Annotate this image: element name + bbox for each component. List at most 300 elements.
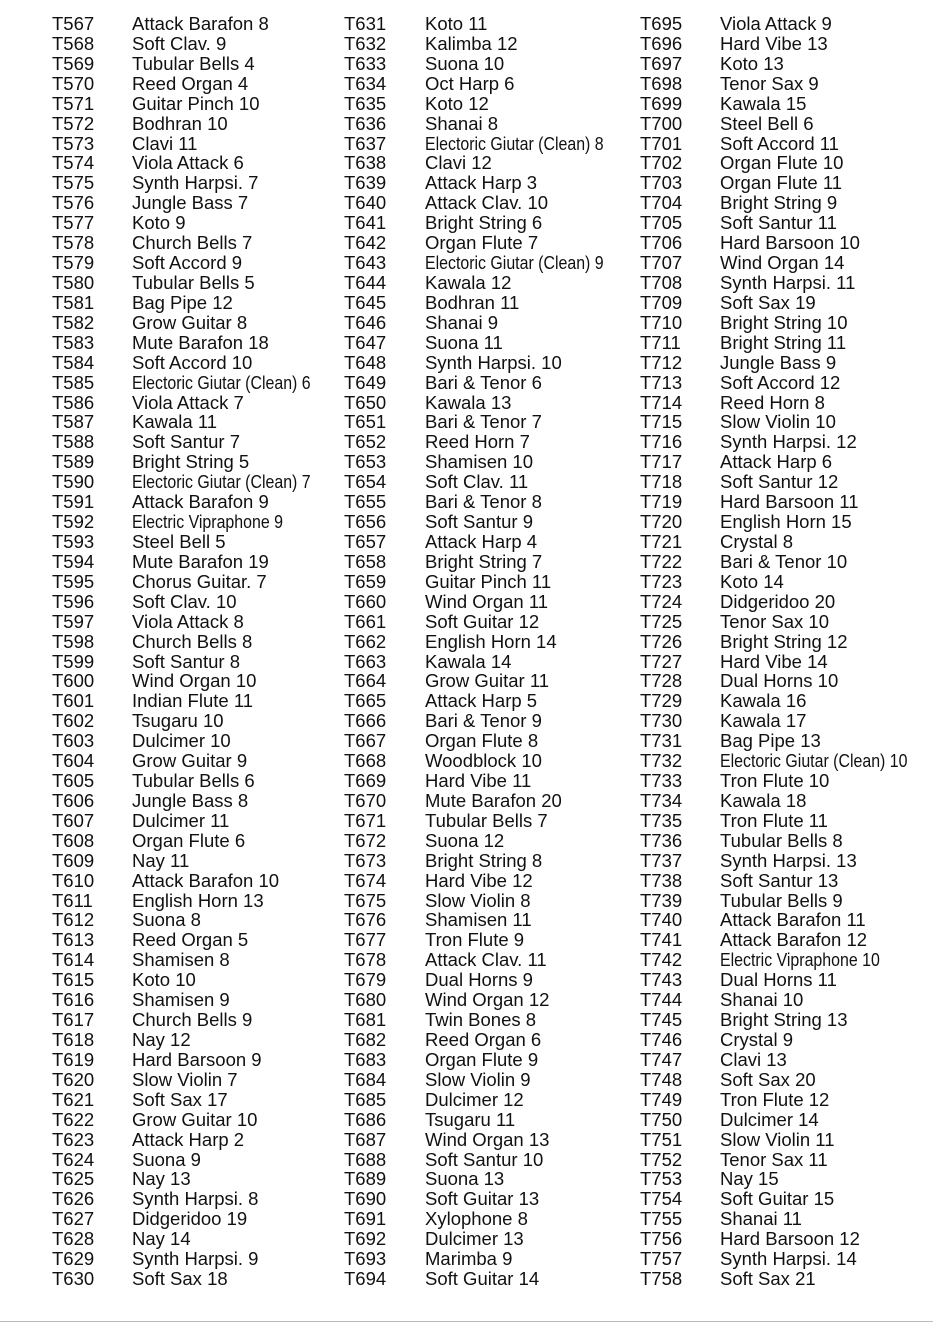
tone-number: T758 [640,1268,683,1290]
tone-name: Mute Barafon 20 [425,789,562,811]
tone-number: T757 [640,1248,683,1270]
tone-number: T709 [640,291,683,313]
tone-name: Koto 12 [425,92,489,114]
tone-number: T598 [52,630,95,652]
tone-name: Chorus Guitar. 7 [132,570,267,592]
tone-number: T712 [640,351,683,373]
tone-number: T716 [640,431,683,453]
tone-number: T634 [344,72,387,94]
tone-number: T666 [344,710,387,732]
tone-number: T695 [640,13,683,34]
tone-name: Attack Clav. 11 [425,949,547,971]
tone-number: T594 [52,550,95,572]
tone-name: Bari & Tenor 10 [720,550,848,572]
tone-number: T600 [52,670,95,692]
tone-number: T581 [52,291,95,313]
tone-number: T699 [640,92,683,114]
tone-number: T735 [640,809,683,831]
tone-name: Suona 11 [425,331,503,353]
tone-number: T704 [640,192,683,214]
tone-number: T732 [640,750,683,772]
tone-name: Bright String 13 [720,1009,848,1031]
tone-name: Didgeridoo 19 [132,1208,248,1230]
tone-name-text: Electoric Giutar (Clean) 6 [132,371,311,393]
tone-name: Tenor Sax 9 [720,72,819,94]
tone-name: Kalimba 12 [425,32,518,54]
tone-name: Organ Flute 8 [425,730,539,752]
tone-number: T652 [344,431,387,453]
tone-name: Steel Bell 5 [132,530,226,552]
tone-name-text: Electoric Giutar (Clean) 10 [720,750,908,772]
tone-number: T708 [640,271,683,293]
tone-name: Reed Organ 4 [132,72,249,94]
tone-name: Soft Santur 10 [425,1148,544,1170]
tone-number: T620 [52,1068,95,1090]
tone-number: T617 [52,1009,95,1031]
tone-number: T643 [344,252,387,274]
tone-number: T583 [52,331,95,353]
tone-name: Mute Barafon 18 [132,331,269,353]
tone-name: Tsugaru 10 [132,710,224,732]
tone-number: T605 [52,770,95,792]
tone-name: Indian Flute 11 [132,690,254,712]
tone-name: Bari & Tenor 7 [425,411,542,433]
tone-number: T655 [344,491,387,513]
tone-number: T580 [52,271,95,293]
tone-name: Koto 10 [132,969,196,991]
tone-number: T637 [344,132,387,154]
tone-number: T747 [640,1048,683,1070]
tone-number: T575 [52,172,95,194]
tone-name: Organ Flute 10 [720,152,844,174]
tone-number: T689 [344,1168,387,1190]
tone-number: T582 [52,311,95,333]
tone-number: T656 [344,511,387,533]
tone-name: Slow Violin 8 [425,889,531,911]
tone-number: T677 [344,929,387,951]
tone-name: Kawala 12 [425,271,512,293]
tone-name: Shamisen 10 [425,451,533,473]
tone-name: Organ Flute 7 [425,232,539,254]
tone-name: Synth Harpsi. 14 [720,1248,857,1270]
tone-number: T715 [640,411,683,433]
tone-number: T742 [640,949,683,971]
tone-number: T567 [52,13,95,34]
tone-name: Soft Clav. 10 [132,590,237,612]
tone-number: T698 [640,72,683,94]
tone-name: Bright String 6 [425,212,543,234]
tone-name: Bright String 10 [720,311,848,333]
tone-name: Synth Harpsi. 7 [132,172,259,194]
tone-name: Soft Clav. 9 [132,32,227,54]
tone-number: T569 [52,52,95,74]
tone-name: Grow Guitar 11 [425,670,550,692]
tone-number: T725 [640,610,683,632]
tone-name: Dual Horns 10 [720,670,839,692]
tone-number: T626 [52,1188,95,1210]
tone-number: T627 [52,1208,95,1230]
tone-name: Suona 12 [425,829,505,851]
tone-number: T668 [344,750,387,772]
tone-name: Koto 14 [720,570,784,592]
tone-number: T670 [344,789,387,811]
tone-name: Attack Harp 6 [720,451,833,473]
tone-name: Tron Flute 11 [720,809,828,831]
tone-number: T701 [640,132,683,154]
tone-name: Suona 10 [425,52,505,74]
tone-number: T728 [640,670,683,692]
tone-name [425,134,633,154]
tone-number: T685 [344,1088,387,1110]
tone-number: T660 [344,590,387,612]
tone-name: Nay 11 [132,849,190,871]
tone-number: T671 [344,809,387,831]
tone-number: T682 [344,1029,387,1051]
tone-number: T694 [344,1268,387,1290]
tone-name: Bag Pipe 12 [132,291,233,313]
tone-number: T587 [52,411,95,433]
tone-name: Slow Violin 7 [132,1068,238,1090]
tone-name: Shanai 11 [720,1208,802,1230]
tone-number: T654 [344,471,387,493]
tone-name: Bodhran 11 [425,291,520,313]
tone-name: Twin Bones 8 [425,1009,537,1031]
tone-name: Hard Barsoon 9 [132,1048,262,1070]
tone-number: T632 [344,32,387,54]
tone-name [425,253,633,273]
tone-name: Reed Organ 6 [425,1029,542,1051]
tone-number: T630 [52,1268,95,1290]
tone-name: Hard Barsoon 11 [720,491,859,513]
tone-name: Clavi 11 [132,132,198,154]
tone-name: Attack Barafon 11 [720,909,866,931]
tone-number: T676 [344,909,387,931]
tone-name: Shamisen 8 [132,949,230,971]
tone-number: T665 [344,690,387,712]
tone-name: Synth Harpsi. 13 [720,849,857,871]
tone-name: Tubular Bells 8 [720,829,843,851]
tone-name: Hard Vibe 11 [425,770,532,792]
tone-number: T696 [640,32,683,54]
tone-number: T639 [344,172,387,194]
tone-number: T595 [52,570,95,592]
tone-name: Tenor Sax 10 [720,610,830,632]
tone-name: Viola Attack 6 [132,152,244,174]
tone-name: Kawala 13 [425,391,512,413]
tone-name: Jungle Bass 7 [132,192,249,214]
tone-name: Synth Harpsi. 9 [132,1248,259,1270]
tone-number: T688 [344,1148,387,1170]
tone-number: T599 [52,650,95,672]
tone-name: Attack Barafon 10 [132,869,280,891]
tone-number: T612 [52,909,95,931]
tone-number: T741 [640,929,683,951]
tone-number: T738 [640,869,683,891]
tone-name-text: Electoric Giutar (Clean) 7 [132,471,311,493]
tone-name: Soft Sax 17 [132,1088,228,1110]
tone-number: T719 [640,491,683,513]
tone-number: T585 [52,371,95,393]
tone-number: T707 [640,252,683,274]
tone-number: T746 [640,1029,683,1051]
tone-name: Organ Flute 6 [132,829,246,851]
tone-name: Clavi 13 [720,1048,787,1070]
tone-name: Attack Barafon 8 [132,13,269,34]
tone-name: Tron Flute 10 [720,770,830,792]
tone-number: T657 [344,530,387,552]
tone-number: T593 [52,530,95,552]
tone-number: T606 [52,789,95,811]
tone-name: Wind Organ 11 [425,590,549,612]
tone-number: T679 [344,969,387,991]
tone-number: T653 [344,451,387,473]
tone-name: Dual Horns 11 [720,969,837,991]
tone-number: T669 [344,770,387,792]
tone-name: Xylophone 8 [425,1208,528,1230]
tone-number: T608 [52,829,95,851]
tone-name: Wind Organ 10 [132,670,257,692]
tone-number: T647 [344,331,387,353]
tone-name: Nay 13 [132,1168,191,1190]
tone-name: Tubular Bells 9 [720,889,843,911]
tone-number: T622 [52,1108,95,1130]
tone-number: T693 [344,1248,387,1270]
tone-name: Suona 9 [132,1148,201,1170]
tone-number: T714 [640,391,683,413]
tone-number: T658 [344,550,387,572]
tone-number: T619 [52,1048,95,1070]
tone-number: T720 [640,511,683,533]
tone-number: T590 [52,471,95,493]
tone-number: T638 [344,152,387,174]
tone-name: Dulcimer 14 [720,1108,819,1130]
tone-number: T576 [52,192,95,214]
tone-number: T752 [640,1148,683,1170]
tone-number: T740 [640,909,683,931]
tone-name: Shamisen 11 [425,909,532,931]
tone-name: Crystal 9 [720,1029,793,1051]
tone-number: T645 [344,291,387,313]
tone-name: Bari & Tenor 9 [425,710,542,732]
tone-name: Shanai 9 [425,311,499,333]
tone-name: Bodhran 10 [132,112,228,134]
tone-number: T702 [640,152,683,174]
tone-name: Dulcimer 11 [132,809,230,831]
tone-name [720,950,906,970]
tone-number: T726 [640,630,683,652]
tone-number: T625 [52,1168,95,1190]
tone-name: Kawala 15 [720,92,807,114]
tone-number: T674 [344,869,387,891]
tone-number: T697 [640,52,683,74]
tone-number: T649 [344,371,387,393]
tone-name: Organ Flute 11 [720,172,843,194]
tone-name: Soft Accord 9 [132,252,243,274]
tone-name: Wind Organ 12 [425,989,550,1011]
tone-number: T733 [640,770,683,792]
page-bottom-rule [0,1321,933,1322]
tone-number: T723 [640,570,683,592]
tone-number: T616 [52,989,95,1011]
tone-name: Soft Santur 12 [720,471,839,493]
tone-number: T661 [344,610,387,632]
tone-number: T731 [640,730,683,752]
tone-number: T700 [640,112,683,134]
tone-number: T711 [640,331,681,353]
tone-number: T683 [344,1048,387,1070]
tone-number: T592 [52,511,95,533]
tone-name: Nay 14 [132,1228,191,1250]
tone-number: T736 [640,829,683,851]
tone-number: T753 [640,1168,683,1190]
tone-number: T744 [640,989,683,1011]
tone-name: Kawala 17 [720,710,807,732]
tone-name: Bright String 9 [720,192,838,214]
tone-number: T743 [640,969,683,991]
tone-number: T603 [52,730,95,752]
tone-name: Soft Guitar 14 [425,1268,540,1290]
tone-name: Oct Harp 6 [425,72,515,94]
tone-name: Bari & Tenor 8 [425,491,542,513]
tone-name-text: Electric Vipraphone 10 [720,949,880,971]
tone-number: T648 [344,351,387,373]
tone-name: Soft Santur 11 [720,212,837,234]
tone-name: Soft Guitar 15 [720,1188,835,1210]
tone-name: Jungle Bass 9 [720,351,837,373]
tone-number: T684 [344,1068,387,1090]
tone-name: Reed Horn 7 [425,431,530,453]
tone-number: T721 [640,530,683,552]
tone-name: English Horn 14 [425,630,557,652]
tone-name: Grow Guitar 10 [132,1108,258,1130]
tone-number: T692 [344,1228,387,1250]
tone-number: T729 [640,690,683,712]
tone-number: T680 [344,989,387,1011]
tone-number: T750 [640,1108,683,1130]
tone-name: Kawala 14 [425,650,512,672]
tone-number: T642 [344,232,387,254]
tone-name-text: Electoric Giutar (Clean) 8 [425,132,604,154]
tone-number: T754 [640,1188,683,1210]
tone-number: T628 [52,1228,95,1250]
tone-name: Kawala 16 [720,690,807,712]
tone-number: T591 [52,491,95,513]
tone-name: Soft Santur 8 [132,650,240,672]
tone-name: Nay 12 [132,1029,191,1051]
tone-number: T705 [640,212,683,234]
tone-name: Slow Violin 10 [720,411,836,433]
tone-number: T584 [52,351,95,373]
tone-number: T611 [52,889,93,911]
tone-number: T748 [640,1068,683,1090]
tone-name: Tubular Bells 6 [132,770,255,792]
tone-number: T663 [344,650,387,672]
tone-name: Koto 11 [425,13,488,34]
tone-number: T570 [52,72,95,94]
tone-name: Grow Guitar 8 [132,311,248,333]
tone-name: Bag Pipe 13 [720,730,821,752]
tone-name: Bright String 5 [132,451,250,473]
tone-number: T755 [640,1208,683,1230]
tone-number: T659 [344,570,387,592]
tone-name: Guitar Pinch 11 [425,570,552,592]
tone-name-text: Electoric Giutar (Clean) 9 [425,252,604,274]
tone-name: Bright String 12 [720,630,848,652]
tone-name: Woodblock 10 [425,750,542,772]
tone-name: Hard Barsoon 10 [720,232,860,254]
tone-number: T727 [640,650,683,672]
tone-number: T672 [344,829,387,851]
tone-name: Tsugaru 11 [425,1108,516,1130]
tone-name: Synth Harpsi. 12 [720,431,857,453]
tone-number: T664 [344,670,387,692]
tone-name: Didgeridoo 20 [720,590,836,612]
tone-name: Mute Barafon 19 [132,550,269,572]
tone-name: Crystal 8 [720,530,793,552]
tone-name: Suona 8 [132,909,201,931]
tone-number: T613 [52,929,95,951]
tone-name: Viola Attack 9 [720,13,832,34]
tone-name: Soft Sax 20 [720,1068,816,1090]
tone-name: Organ Flute 9 [425,1048,539,1070]
tone-name: Soft Guitar 12 [425,610,540,632]
tone-number: T713 [640,371,683,393]
tone-number: T609 [52,849,95,871]
tone-number: T749 [640,1088,683,1110]
tone-number: T739 [640,889,683,911]
tone-number: T604 [52,750,95,772]
tone-name: Viola Attack 7 [132,391,244,413]
tone-number: T718 [640,471,683,493]
tone-name: Suona 13 [425,1168,505,1190]
tone-number: T737 [640,849,683,871]
tone-name: Wind Organ 13 [425,1128,550,1150]
tone-name: Soft Santur 9 [425,511,533,533]
tone-name: Bari & Tenor 6 [425,371,542,393]
tone-name-text: Electric Vipraphone 9 [132,511,283,533]
tone-name: Shamisen 9 [132,989,230,1011]
tone-number: T662 [344,630,387,652]
tone-name: Church Bells 8 [132,630,253,652]
tone-name: Tubular Bells 4 [132,52,255,74]
tone-name: Soft Guitar 13 [425,1188,540,1210]
tone-number: T675 [344,889,387,911]
tone-name: Attack Harp 3 [425,172,538,194]
tone-number: T651 [344,411,387,433]
tone-name: English Horn 15 [720,511,852,533]
tone-number: T623 [52,1128,95,1150]
tone-number: T678 [344,949,387,971]
tone-name: Tron Flute 12 [720,1088,830,1110]
tone-number: T573 [52,132,95,154]
tone-name: Shanai 10 [720,989,804,1011]
tone-number: T734 [640,789,683,811]
tone-name: Hard Vibe 13 [720,32,828,54]
tone-name: Bright String 11 [720,331,847,353]
tone-number: T724 [640,590,683,612]
tone-number: T636 [344,112,387,134]
tone-number: T578 [52,232,95,254]
tone-name: Clavi 12 [425,152,492,174]
tone-name: Kawala 11 [132,411,218,433]
tone-number: T691 [344,1208,387,1230]
tone-number: T624 [52,1148,95,1170]
tone-name: Slow Violin 9 [425,1068,531,1090]
tone-number: T717 [640,451,683,473]
tone-name [132,512,308,532]
tone-number: T690 [344,1188,387,1210]
tone-name: Dulcimer 13 [425,1228,524,1250]
